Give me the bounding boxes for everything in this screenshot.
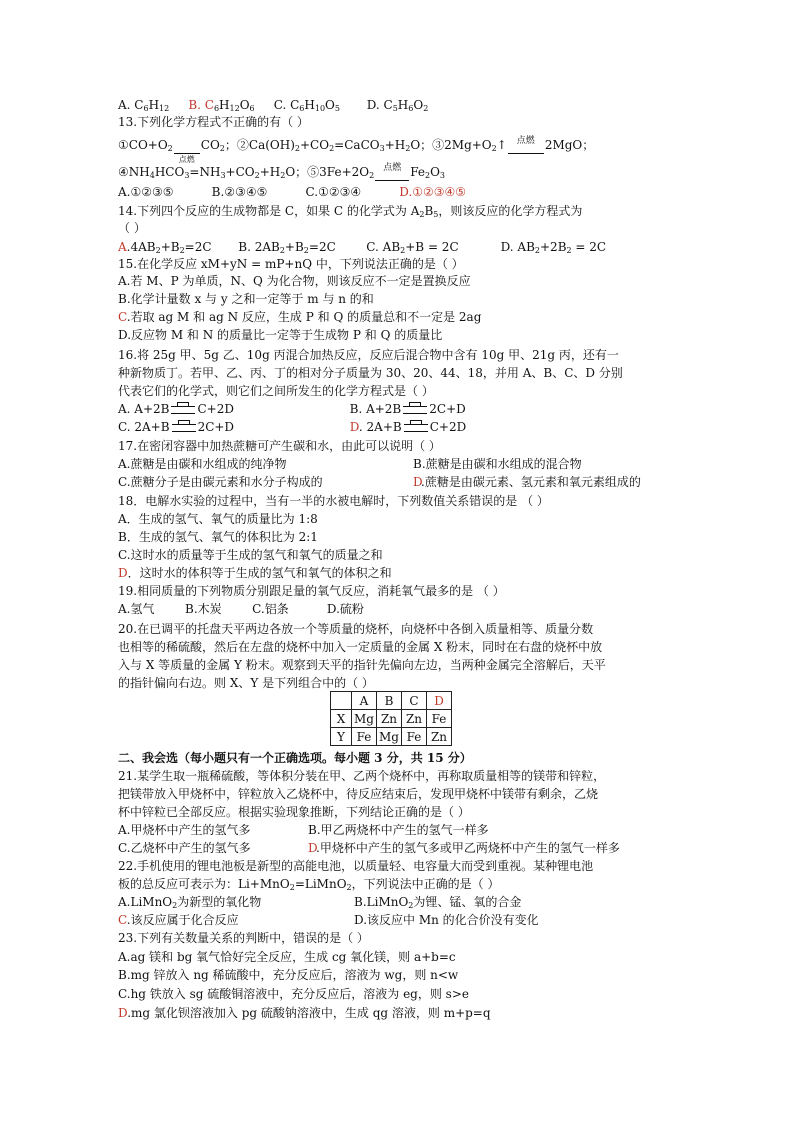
q18-option-c: C.这时水的质量等于生成的氢气和氧气的质量之和 <box>118 548 383 562</box>
q21-options-2: C.乙烧杯中产生的氢气多 D .甲烧杯中产生的氢气多或甲乙两烧杯中产生的氢气一样多 <box>118 841 620 855</box>
q13-options: A.①②③⑤ B.②③④⑤ C.①②③④ D.①②③④⑤ <box>118 185 467 199</box>
q22-stem-1: 22.手机使用的锂电池板是新型的高能电池，以质量轻、电容量大而受到重视。某种锂电池 <box>118 859 594 873</box>
q23-option-b: B.mg 锌放入 ng 稀硫酸中，充分反应后，溶液为 wg，则 n<w <box>118 968 459 982</box>
q12-options: A. $C_6H_{12}$ B. $C_6H_{12}O_6$ C. $C_6H_{10}O_5$ D. $C_5H_6O_2$ <box>118 98 429 113</box>
q18-stem: 18．电解水实验的过程中，当有一半的水被电解时，下列数值关系错误的是 （ ） <box>118 494 549 508</box>
q13-equations-1: $①CO+O_2$ 点燃 $CO_2$；$②Ca(OH)_2+CO_2=CaCO_3+H_2O$；$③2Mg+O_2↑$ 点燃 2MgO； <box>118 136 595 164</box>
q14-stem: 14.下列四个反应的生成物都是 C，如果 C 的化学式为 $A_2B_5$，则该反应的化学方程式为 <box>118 204 583 219</box>
q21-stem-2: 把镁带放入甲烧杯中，锌粒放入乙烧杯中，待反应结束后，发现甲烧杯中镁带有剩余，乙烧 <box>118 787 599 801</box>
q16-stem-3: 代表它们的化学式，则它们之间所发生的化学方程式是（ ） <box>118 384 434 398</box>
q15-stem: 15.在化学反应 xM+yN = mP+nQ 中，下列说法正确的是（ ） <box>118 257 464 271</box>
table-header-row: A B C D <box>331 692 452 710</box>
q23-option-c: C.hg 铁放入 sg 硫酸铜溶液中，充分反应后，溶液为 eg，则 s>e <box>118 987 469 1001</box>
q21-stem-1: 21.某学生取一瓶稀硫酸，等体积分装在甲、乙两个烧杯中，再称取质量相等的镁带和锌粒， <box>118 769 606 783</box>
q20-stem-4: 的指针偏向右边。则 X、Y 是下列组合中的（ ） <box>118 676 374 690</box>
q21-stem-3: 杯中锌粒已全部反应。根据实验现象推断，下列结论正确的是（ ） <box>118 805 470 819</box>
q16-options-2: C. 2A+B 2C+D D. 2A+B C+2D <box>118 420 467 434</box>
q20-stem-1: 20.在已调平的托盘天平两边各放一个等质量的烧杯，向烧杯中各倒入质量相等、质量分数 <box>118 622 594 636</box>
q16-stem-1: 16.将 25g 甲、5g 乙、10g 丙混合加热反应，反应后混合物中含有 10g 甲、21g 丙，还有一 <box>118 348 619 362</box>
table-row: X Mg Zn Zn Fe <box>331 710 452 728</box>
q22-stem-2: 板的总反应可表示为：Li+MnO$_2$=LiMnO$_2$，下列说法中正确的是（ ） <box>118 877 500 892</box>
q16-stem-2: 种新物质丁。若甲、乙、丙、丁的相对分子质量为 30、20、44、18，并用 A、B、C、D 分别 <box>118 366 623 380</box>
q20-stem-3: 入与 X 等质量的金属 Y 粉末。观察到天平的指针先偏向左边，当两种金属完全溶解后，天平 <box>118 658 606 672</box>
q20-combination-table <box>330 691 452 746</box>
q20-stem-2: 也相等的稀硫酸，然后在左盘的烧杯中加入一定质量的金属 X 粉末，同时在右盘的烧杯中放 <box>118 640 603 654</box>
q19-options: A.氢气 B.木炭 C.铝条 D.硫粉 <box>118 602 364 616</box>
q17-options-2: C.蔗糖分子是由碳元素和水分子构成的 D .蔗糖是由碳元素、氢元素和氧元素组成的 <box>118 475 641 489</box>
q19-stem: 19.相同质量的下列物质分别跟足量的氧气反应，消耗氧气最多的是 （ ） <box>118 584 505 598</box>
q15-option-a: A.若 M、P 为单质，N、Q 为化合物，则该反应不一定是置换反应 <box>118 274 471 288</box>
q13-stem: 13.下列化学方程式不正确的有（ ） <box>118 115 309 129</box>
q14-paren: （ ） <box>118 221 146 235</box>
q16-options-1: A. A+2B C+2D B. A+2B 2C+D <box>118 402 466 416</box>
q23-option-d: D.mg 氯化钡溶液加入 pg 硫酸钠溶液中，生成 qg 溶液，则 m+p=q <box>118 1006 491 1020</box>
q18-option-a: A．生成的氢气、氧气的质量比为 1:8 <box>118 512 318 526</box>
section-2-heading: 二、我会选（每小题只有一个正确选项。每小题 3 分，共 15 分） <box>118 751 472 765</box>
q15-option-d: D.反应物 M 和 N 的质量比一定等于生成物 P 和 Q 的质量比 <box>118 328 443 342</box>
q23-option-a: A.ag 镁和 bg 氧气恰好完全反应，生成 cg 氧化镁，则 a+b=c <box>118 950 456 964</box>
q15-option-c: C.若取 ag M 和 ag N 反应，生成 P 和 Q 的质量总和不一定是 2ag <box>118 310 482 324</box>
q22-options-1: A.LiMnO$_2$为新型的氧化物 B.LiMnO$_2$为锂、锰、氧的合金 <box>118 895 522 910</box>
q17-options-1: A.蔗糖是由碳和水组成的纯净物 B.蔗糖是由碳和水组成的混合物 <box>118 457 582 471</box>
q13-equations-2: $④NH_4HCO_3=NH_3+CO_2+H_2O$；$⑤3Fe+2O_2$点燃 $Fe_2O_3$ <box>118 163 446 180</box>
q23-stem: 23.下列有关数量关系的判断中，错误的是（ ） <box>118 931 369 945</box>
table-row: Y Fe Mg Fe Zn <box>331 728 452 746</box>
q18-option-d: D．这时水的体积等于生成的氢气和氧气的体积之和 <box>118 566 392 580</box>
q18-option-b: B．生成的氢气、氧气的体积比为 2:1 <box>118 530 318 544</box>
q22-options-2: C.该反应属于化合反应 D.该反应中 Mn 的化合价没有变化 <box>118 913 539 927</box>
q15-option-b: B.化学计量数 x 与 y 之和一定等于 m 与 n 的和 <box>118 292 374 306</box>
q14-options: $A.4AB_2+B_2=2C$ B. $2AB_2+B_2=2C$ C. $AB_2+B = 2C$ D. $AB_2+2B_2 = 2C$ <box>118 240 607 255</box>
q17-stem: 17.在密闭容器中加热蔗糖可产生碳和水，由此可以说明（ ） <box>118 439 441 453</box>
q21-options-1: A.甲烧杯中产生的氢气多 B.甲乙两烧杯中产生的氢气一样多 <box>118 823 489 837</box>
